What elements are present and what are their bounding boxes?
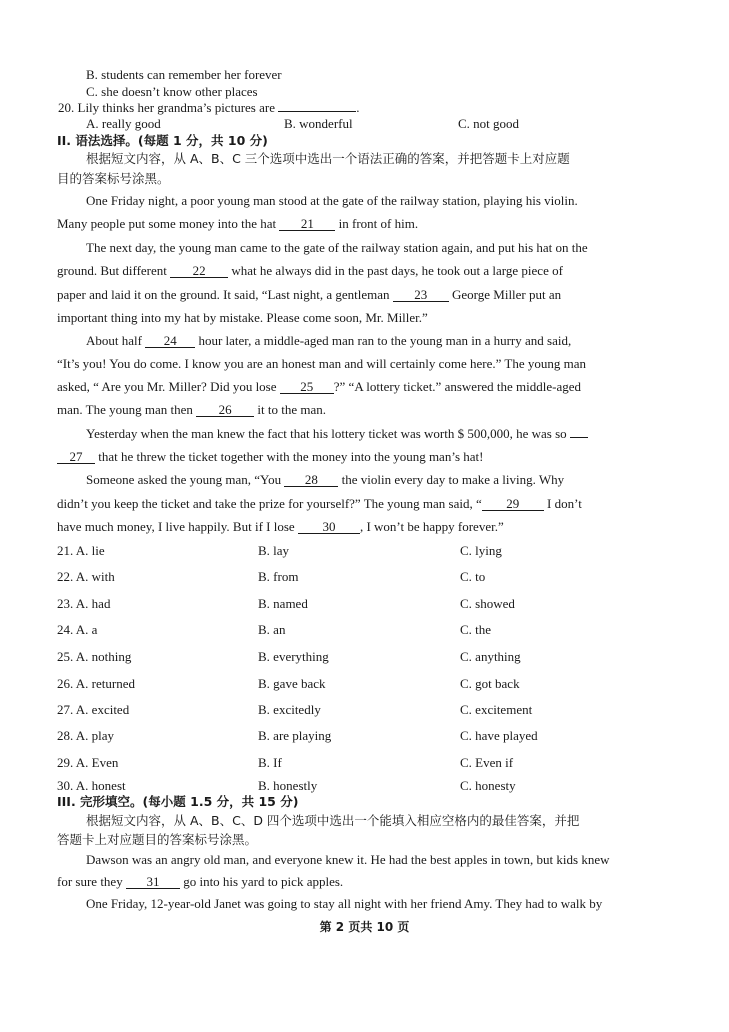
blank-24: 24 (145, 334, 195, 348)
blank-29: 29 (482, 497, 544, 511)
section3-instruction-1: 根据短文内容，从 A、B、C、D 四个选项中选出一个能填入相应空格内的最佳答案，并把 (86, 813, 580, 828)
passage-line: The next day, the young man came to the gate of the railway station again, and put his hat on the (86, 240, 588, 255)
option-22-b: B. from (258, 569, 299, 584)
option-21-b: B. lay (258, 543, 290, 558)
option-25-c: C. anything (460, 649, 521, 664)
passage-line: 27 that he threw the ticket together with the money into the young man’s hat! (57, 449, 483, 465)
option-26-a: 26. A. returned (57, 676, 135, 691)
option-23-c: C. showed (460, 596, 515, 611)
option-25-a: 25. A. nothing (57, 649, 132, 664)
option-25-b: B. everything (258, 649, 329, 664)
passage-line: Dawson was an angry old man, and everyone knew it. He had the best apples in town, but kids knew (86, 852, 610, 867)
q19-option-b: B. students can remember her forever (86, 67, 282, 82)
passage-line: Many people put some money into the hat 21 in front of him. (57, 216, 419, 231)
option-27-a: 27. A. excited (57, 702, 130, 717)
passage-line: asked, “ Are you Mr. Miller? Did you lose 25 ?” “A lottery ticket.” answered the middle-aged (57, 379, 582, 394)
blank-23: 23 (393, 288, 449, 302)
option-30-c: C. honesty (460, 778, 516, 793)
option-21-c: C. lying (460, 543, 502, 558)
blank-22: 22 (170, 264, 228, 278)
option-24-a: 24. A. a (57, 622, 98, 637)
passage-line: important thing into my hat by mistake. Please come soon, Mr. Miller.” (57, 310, 428, 325)
blank-26: 26 (196, 403, 254, 417)
section2-instruction-2: 目的答案标号涂黑。 (57, 171, 170, 186)
page-footer: 第 2 页共 10 页 (319, 920, 410, 934)
section3-instruction-2: 答题卡上对应题目的答案标号涂黑。 (57, 832, 258, 847)
section2-instruction-1: 根据短文内容，从 A、B、C 三个选项中选出一个语法正确的答案，并把答题卡上对应题 (86, 151, 570, 166)
q20-option-c: C. not good (458, 116, 520, 131)
option-28-b: B. are playing (258, 728, 332, 743)
option-24-b: B. an (258, 622, 286, 637)
blank-25: 25 (280, 380, 334, 394)
option-21-a: 21. A. lie (57, 543, 105, 558)
blank-28: 28 (284, 473, 338, 487)
q20-option-b: B. wonderful (284, 116, 353, 131)
option-22-a: 22. A. with (57, 569, 115, 584)
passage-line: for sure they 31 go into his yard to pick apples. (57, 874, 344, 889)
q19-option-c: C. she doesn’t know other places (86, 84, 258, 99)
option-30-a: 30. A. honest (57, 778, 126, 793)
passage-line: One Friday, 12-year-old Janet was going to stay all night with her friend Amy. They had to walk by (86, 896, 603, 911)
option-29-b: B. If (258, 755, 282, 770)
option-30-b: B. honestly (258, 778, 318, 793)
blank-27: 27 (57, 450, 95, 464)
option-29-a: 29. A. Even (57, 755, 119, 770)
passage-line: Yesterday when the man knew the fact that his lottery ticket was worth $ 500,000, he was so (86, 426, 588, 442)
passage-line: “It’s you! You do come. I know you are an honest man and will certainly come here.” The young man (57, 356, 587, 371)
option-28-c: C. have played (460, 728, 538, 743)
blank-30: 30 (298, 520, 360, 534)
option-28-a: 28. A. play (57, 728, 115, 743)
passage-line: didn’t you keep the ticket and take the prize for yourself?” The young man said, “ 29 I don’t (57, 496, 582, 511)
q20-option-a: A. really good (86, 116, 161, 131)
option-26-b: B. gave back (258, 676, 326, 691)
option-29-c: C. Even if (460, 755, 514, 770)
option-23-b: B. named (258, 596, 308, 611)
passage-line: One Friday night, a poor young man stood at the gate of the railway station, playing his violin. (86, 193, 578, 208)
option-26-c: C. got back (460, 676, 520, 691)
q20-blank (278, 111, 356, 112)
blank-21: 21 (279, 217, 335, 231)
passage-line: Someone asked the young man, “You 28 the violin every day to make a living. Why (86, 472, 565, 487)
passage-line: ground. But different 22 what he always did in the past days, he took out a large piece of (57, 263, 563, 278)
passage-line: man. The young man then 26 it to the man. (57, 402, 326, 417)
option-27-b: B. excitedly (258, 702, 321, 717)
option-24-c: C. the (460, 622, 492, 637)
section2-heading: II. 语法选择。(每题 1 分，共 10 分) (57, 133, 268, 148)
option-22-c: C. to (460, 569, 486, 584)
passage-line: paper and laid it on the ground. It said, “Last night, a gentleman 23 George Miller put an (57, 287, 562, 302)
option-27-c: C. excitement (460, 702, 533, 717)
section3-heading: III. 完形填空。(每小题 1.5 分，共 15 分) (57, 794, 299, 809)
option-23-a: 23. A. had (57, 596, 111, 611)
passage-line: have much money, I live happily. But if I lose 30 , I won’t be happy forever.” (57, 519, 504, 534)
blank-31: 31 (126, 875, 180, 889)
q20-stem: 20. Lily thinks her grandma’s pictures are . (58, 100, 360, 115)
blank-27-lead (570, 437, 588, 438)
passage-line: About half 24 hour later, a middle-aged man ran to the young man in a hurry and said, (86, 333, 572, 348)
